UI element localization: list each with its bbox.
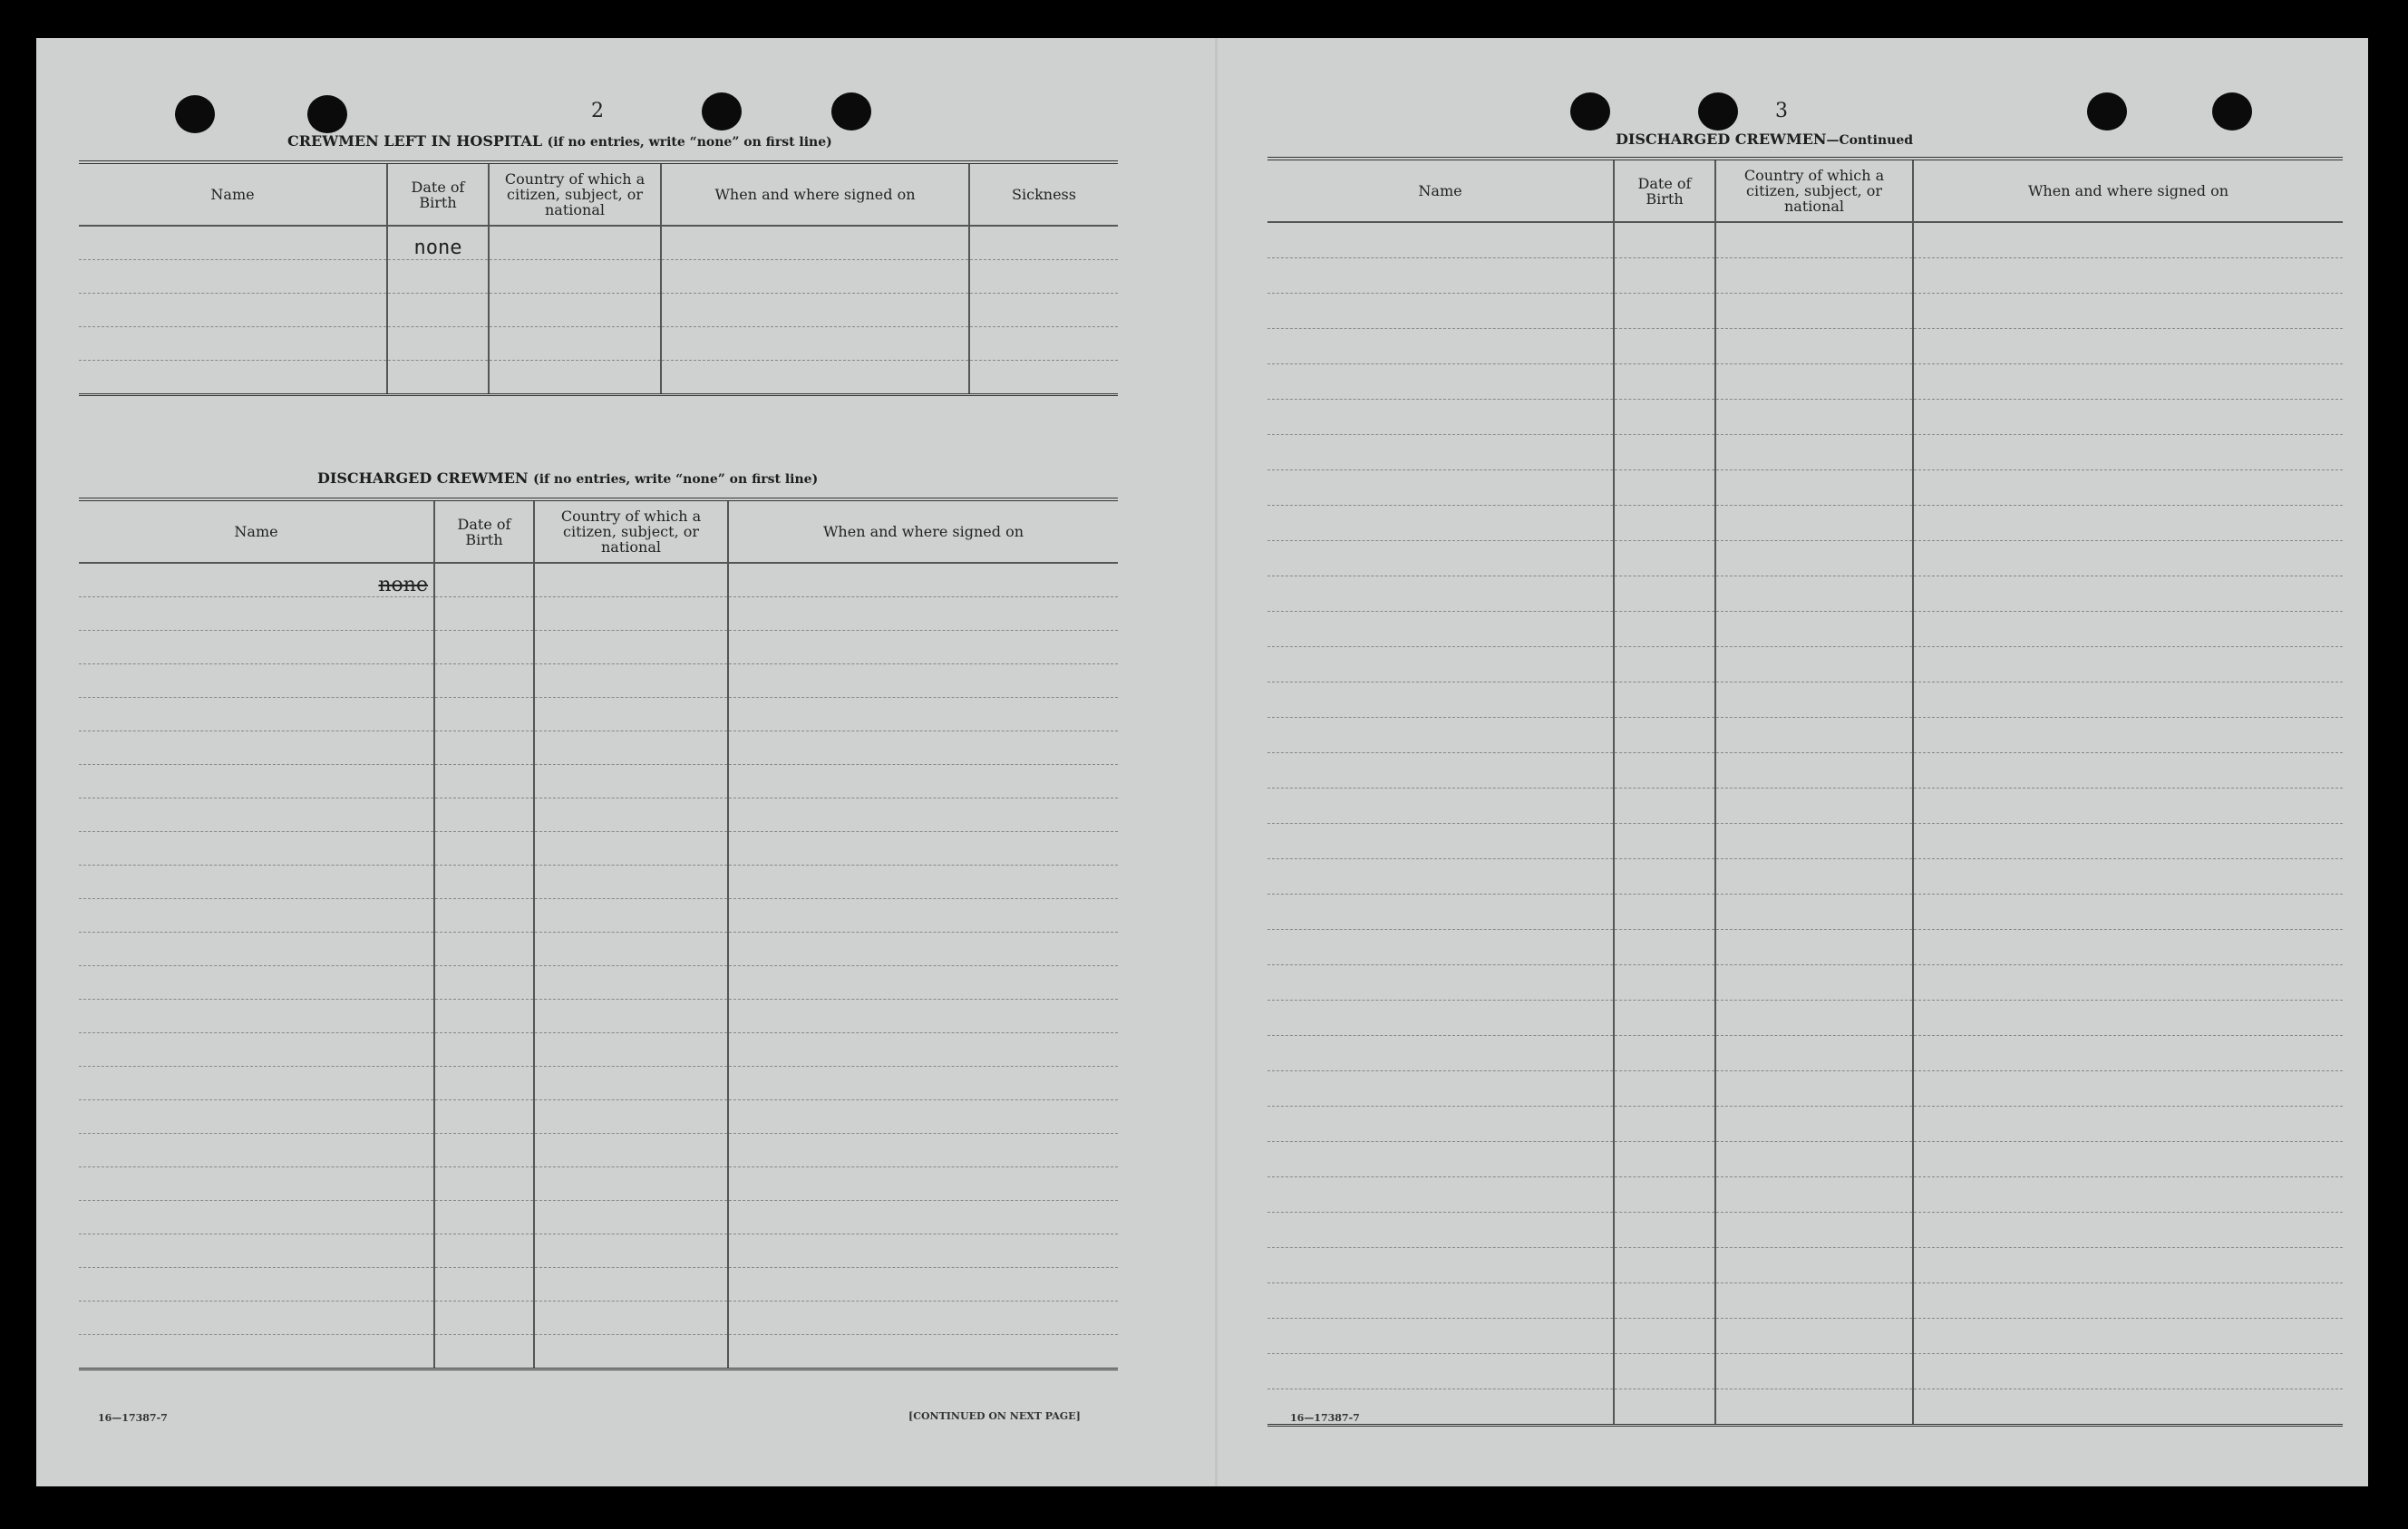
page-number-right: 3: [1775, 100, 1788, 122]
table-row: [79, 1234, 1118, 1268]
table-row: [1267, 400, 2343, 435]
table-row: [1267, 1354, 2343, 1389]
hospital-title-text: CREWMEN LEFT IN HOSPITAL: [287, 132, 543, 150]
table-row: [1267, 965, 2343, 1001]
col-date-of-birth: Date of Birth: [434, 499, 534, 563]
table-row: [1267, 470, 2343, 506]
col-country: Country of which a citizen, subject, or national: [534, 499, 728, 563]
table-row: [1267, 1001, 2343, 1036]
table-row: [1267, 859, 2343, 895]
discharged-table: [79, 498, 1118, 1370]
discharged-continued-table: [1267, 157, 2343, 1427]
punch-hole: [1698, 92, 1738, 131]
table-row: [79, 563, 1118, 597]
table-row: [79, 1100, 1118, 1134]
table-row: [79, 327, 1118, 361]
col-name: Name: [79, 162, 387, 226]
discharged-continued-rows: [1267, 222, 2343, 1426]
table-row: [1267, 329, 2343, 364]
table-row: [79, 260, 1118, 294]
table-row: [79, 664, 1118, 698]
table-row: [79, 1302, 1118, 1335]
table-row: [79, 1033, 1118, 1067]
table-row: [79, 361, 1118, 395]
table-row: [1267, 718, 2343, 753]
table-row: [1267, 576, 2343, 612]
table-row: [1267, 789, 2343, 824]
table-row: [79, 966, 1118, 1000]
hospital-table: [79, 160, 1118, 396]
table-row: [79, 899, 1118, 933]
continued-note: [CONTINUED ON NEXT PAGE]: [908, 1410, 1081, 1422]
table-row: [79, 1067, 1118, 1100]
table-row: [79, 798, 1118, 832]
col-date-of-birth: Date of Birth: [1614, 159, 1715, 222]
table-row: [79, 698, 1118, 731]
table-row: [79, 933, 1118, 966]
col-country: Country of which a citizen, subject, or national: [1715, 159, 1913, 222]
punch-hole: [1570, 92, 1610, 131]
table-row: [1267, 682, 2343, 718]
table-row: [79, 1167, 1118, 1201]
punch-hole: [702, 92, 742, 131]
form-code-right: 16—17387-7: [1290, 1412, 1360, 1424]
discharged-rows: [79, 563, 1118, 1369]
table-row: [1267, 506, 2343, 541]
col-when-where: When and where signed on: [1913, 159, 2343, 222]
punch-hole: [2212, 92, 2252, 131]
col-when-where: When and where signed on: [728, 499, 1118, 563]
discharged-entry: none: [79, 563, 434, 597]
table-row: [79, 226, 1118, 260]
discharged-title-text: DISCHARGED CREWMEN: [317, 469, 529, 487]
table-row: [79, 631, 1118, 664]
table-row: [1267, 541, 2343, 576]
discharged-continued-title: [1616, 131, 1913, 148]
continued-suffix: —Continued: [1826, 133, 1914, 148]
table-row: [1267, 364, 2343, 400]
hospital-section-title: [287, 132, 832, 150]
table-row: [79, 294, 1118, 327]
table-row: [1267, 258, 2343, 294]
hospital-entry: none: [387, 226, 489, 260]
col-country: Country of which a citizen, subject, or national: [489, 162, 661, 226]
table-row: [1267, 222, 2343, 258]
form-code-left: 16—17387-7: [98, 1412, 168, 1424]
table-row: [1267, 435, 2343, 470]
center-fold: [1215, 38, 1218, 1486]
table-row: [1267, 612, 2343, 647]
table-row: [1267, 294, 2343, 329]
discharged-note: (if no entries, write “none” on first line): [533, 472, 819, 487]
table-row: [1267, 1071, 2343, 1107]
table-row: [79, 1134, 1118, 1167]
hospital-rows: [79, 226, 1118, 395]
col-sickness: Sickness: [969, 162, 1118, 226]
table-row: [1267, 1036, 2343, 1071]
table-row: [1267, 1319, 2343, 1354]
table-row: [79, 866, 1118, 899]
table-row: [1267, 1177, 2343, 1213]
manifest-sheet: [36, 38, 2368, 1486]
hospital-note: (if no entries, write “none” on first line): [547, 135, 832, 150]
discharged-continued-title-text: DISCHARGED CREWMEN: [1616, 131, 1827, 148]
table-row: [79, 765, 1118, 798]
table-row: [1267, 1107, 2343, 1142]
table-row: [1267, 1213, 2343, 1248]
col-name: Name: [79, 499, 434, 563]
table-row: [79, 832, 1118, 866]
table-row: [1267, 824, 2343, 859]
table-row: [79, 1268, 1118, 1302]
punch-hole: [2087, 92, 2127, 131]
punch-hole: [175, 95, 215, 133]
table-row: [1267, 895, 2343, 930]
table-row: [79, 597, 1118, 631]
table-row: [79, 1201, 1118, 1234]
table-row: [1267, 1283, 2343, 1319]
discharged-section-title: [317, 469, 818, 487]
table-row: [1267, 930, 2343, 965]
punch-hole: [831, 92, 871, 131]
table-row: [1267, 753, 2343, 789]
punch-hole: [307, 95, 347, 133]
page-number-left: 2: [591, 100, 604, 122]
table-row: [79, 1335, 1118, 1369]
table-row: [79, 731, 1118, 765]
table-row: [1267, 1389, 2343, 1426]
table-row: [79, 1000, 1118, 1033]
table-row: [1267, 1142, 2343, 1177]
col-name: Name: [1267, 159, 1614, 222]
col-date-of-birth: Date of Birth: [387, 162, 489, 226]
col-when-where: When and where signed on: [661, 162, 969, 226]
table-row: [1267, 647, 2343, 682]
table-row: [1267, 1248, 2343, 1283]
